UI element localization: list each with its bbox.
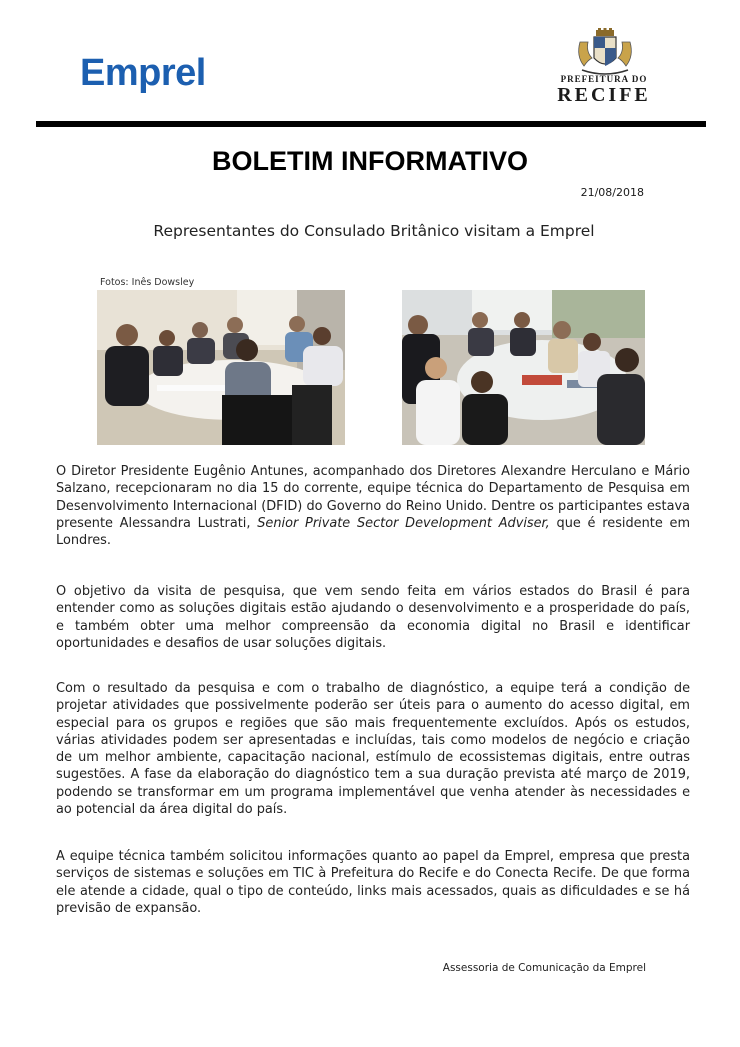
page-title: BOLETIM INFORMATIVO: [212, 146, 528, 176]
emprel-logo: Emprel: [80, 52, 206, 94]
paragraph-1-role: Senior Private Sector Development Adviser,: [257, 515, 550, 531]
meeting-photo-2: [402, 290, 645, 445]
paragraph-1-end: que é residente em Londres.: [56, 515, 690, 549]
paragraph-2: O objetivo da visita de pesquisa, que vem sendo feita em vários estados do Brasil é para entender como as soluções digitais estão ajudando o desenvolvimento e a prosperidade do país, e também obter uma melhor compreensão da economia digital no Brasil e identificar oportunidades e desafios de usar soluções digitais.: [56, 584, 690, 651]
recife-crest-icon: [574, 28, 636, 78]
publication-date: 21/08/2018: [580, 186, 644, 199]
meeting-photo-1: [97, 290, 345, 445]
article-headline: Representantes do Consulado Britânico visitam a Emprel: [153, 222, 595, 240]
paragraph-4: A equipe técnica também solicitou informações quanto ao papel da Emprel, empresa que presta serviços de sistemas e soluções em TIC à Prefeitura do Recife e do Conecta Recife. De que forma ele atende a cidade, qual o tipo de conteúdo, links mais acessados, quais as dificuldades e se há previsão de expansão.: [56, 849, 690, 916]
crest-caption-city: RECIFE: [557, 84, 651, 106]
photo-credit: Fotos: Inês Dowsley: [100, 277, 195, 288]
paragraph-3: Com o resultado da pesquisa e com o trabalho de diagnóstico, a equipe terá a condição de projetar atividades que possivelmente poderão ser úteis para o aumento do acesso digital, em especial para os grupos e regiões que são mais frequentemente excluídos. Após os estudos, várias atividades podem ser apresentadas e incluídas, tais como modelos de negócio e criação de um melhor ambiente, capacitação nacional, estímulo de ecossistemas digitais, entre outras sugestões. A fase da elaboração do diagnóstico tem a sua duração prevista até março de 2019, podendo se transformar em um programa implementável que venha atender às necessidades e ao potencial da área digital do país.: [56, 681, 690, 818]
paragraph-1: [56, 463, 690, 549]
crest-caption-top: PREFEITURA DO: [560, 74, 648, 84]
header-divider: [36, 121, 706, 127]
footer-signature: Assessoria de Comunicação da Emprel: [442, 962, 646, 974]
paragraph-1-text: O Diretor Presidente Eugênio Antunes, acompanhado dos Diretores Alexandre Herculano e Mário Salzano, recepcionaram no dia 15 do corrente, equipe técnica do Departamento de Pesquisa em Desenvolvimento Internacional (DFID) do Governo do Reino Unido. Dentre os participantes estava presente Alessandra Lustrati,: [56, 464, 690, 531]
